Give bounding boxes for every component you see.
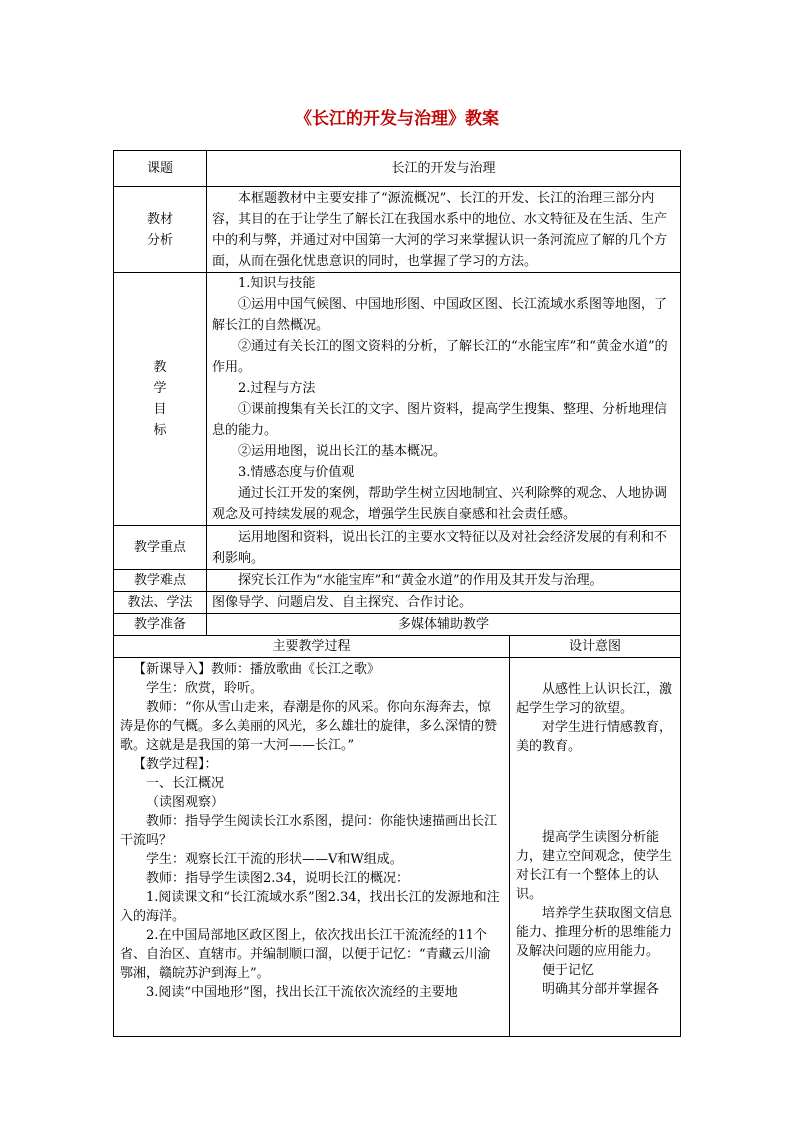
row-process-body xyxy=(114,658,681,1037)
key-points-label: 教学重点 xyxy=(114,526,207,570)
goals-text-cell xyxy=(207,273,681,526)
goals-line: ②通过有关长江的图文资料的分析，了解长江的“水能宝库”和“黄金水道”的作用。 xyxy=(212,339,668,375)
row-methods xyxy=(114,592,681,614)
prep-text: 多媒体辅助教学 xyxy=(207,614,681,636)
goals-label-line-4: 标 xyxy=(153,423,167,438)
analysis-label xyxy=(114,187,207,273)
row-difficulty xyxy=(114,570,681,592)
process-line: 教师：指导学生阅读长江水系图，提问：你能快速描画出长江干流吗？ xyxy=(120,814,498,848)
document-title: 《长江的开发与治理》教案 xyxy=(295,109,499,129)
prep-label: 教学准备 xyxy=(114,614,207,636)
key-points-cell xyxy=(207,526,681,570)
process-header-left: 主要教学过程 xyxy=(114,636,510,657)
process-header-right: 设计意图 xyxy=(568,639,621,654)
methods-text: 图像导学、问题启发、自主探究、合作讨论。 xyxy=(207,592,681,614)
process-line: 教师：指导学生读图2.34，说明长江的概况： xyxy=(146,871,409,886)
process-steps xyxy=(114,658,510,1036)
design-intent xyxy=(510,658,680,1036)
analysis-text-cell xyxy=(207,187,681,273)
row-topic xyxy=(114,151,681,187)
analysis-label-line-2: 分析 xyxy=(146,232,173,248)
process-line: 3.阅读“中国地形”图，找出长江干流依次流经的主要地 xyxy=(146,985,458,1000)
process-line: 学生：欣赏，聆听。 xyxy=(146,681,264,696)
intent-block: 明确其分部并掌握各 xyxy=(542,982,660,997)
goals-line: ①运用中国气候图、中国地形图、中国政区图、长江流域水系图等地图，了解长江的自然概况。 xyxy=(212,297,668,333)
topic-value: 长江的开发与治理 xyxy=(207,151,681,187)
analysis-label-line-1: 教材 xyxy=(146,211,173,227)
analysis-text: 本框题教材中主要安排了“源流概况”、长江的开发、长江的治理三部分内容，其目的在于让学生了解长江在我国水系中的地位、水文特征及在生活、生产中的利与弊，并通过对中国第一大河的学习来掌握认识一条河流应了解的几个方面，从而在强化忧患意识的同时，也掌握了学习的方法。 xyxy=(212,190,668,269)
goals-line: 通过长江开发的案例，帮助学生树立因地制宜、兴利除弊的观念、人地协调观念及可持续发展的观念，增强学生民族自豪感和社会责任感。 xyxy=(212,486,668,522)
difficulty-cell xyxy=(207,570,681,592)
process-line: 1.阅读课文和“长江流域水系”图2.34，找出长江的发源地和注入的海洋。 xyxy=(120,890,500,924)
process-line: 【新课导入】教师：播放歌曲《长江之歌》 xyxy=(133,662,381,677)
difficulty-text: 探究长江作为“水能宝库”和“黄金水道”的作用及其开发与治理。 xyxy=(238,573,603,588)
goals-line: 3.情感态度与价值观 xyxy=(238,465,355,480)
goals-label-line-2: 学 xyxy=(153,381,167,396)
process-line: 学生：观察长江干流的形状——V和W组成。 xyxy=(146,852,403,867)
row-process-header xyxy=(114,636,681,658)
goals-line: 1.知识与技能 xyxy=(238,276,316,291)
process-line: 一、长江概况 xyxy=(146,776,225,791)
intent-block: 培养学生获取图文信息能力、推理分析的思维能力及解决问题的应用能力。 xyxy=(516,906,673,959)
intent-block: 从感性上认识长江，激起学生学习的欲望。 xyxy=(516,682,673,716)
goals-label xyxy=(114,273,207,526)
row-goals xyxy=(114,273,681,526)
process-line: （读图观察） xyxy=(146,795,225,810)
row-prep xyxy=(114,614,681,636)
key-points-text: 运用地图和资料，说出长江的主要水文特征以及对社会经济发展的有利和不利影响。 xyxy=(212,529,668,566)
lesson-plan-table xyxy=(113,150,681,1037)
goals-label-line-1: 教 xyxy=(153,360,167,375)
intent-block: 提高学生读图分析能力，建立空间观念，使学生对长江有一个整体上的认识。 xyxy=(516,830,673,902)
difficulty-label: 教学难点 xyxy=(114,570,207,592)
process-line: 教师：“你从雪山走来，春潮是你的风采。你向东海奔去，惊涛是你的气概。多么美丽的风光，多么雄壮的旋律，多么深情的赞歌。这就是是我国的第一大河——长江。” xyxy=(120,700,498,753)
process-body-cell xyxy=(114,658,681,1037)
intent-block: 便于记忆 xyxy=(542,963,595,978)
goals-label-line-3: 目 xyxy=(153,402,167,417)
process-line: 2.在中国局部地区政区图上，依次找出长江干流流经的11个省、自治区、直辖市。并编制顺口溜，以便于记忆：“青藏云川渝鄂湘，赣皖苏沪到海上”。 xyxy=(120,928,491,981)
intent-block: 对学生进行情感教育，美的教育。 xyxy=(516,720,673,754)
goals-line: ②运用地图，说出长江的基本概况。 xyxy=(238,444,447,459)
row-analysis xyxy=(114,187,681,273)
process-header-cell xyxy=(114,636,681,658)
goals-line: ①课前搜集有关长江的文字、图片资料，提高学生搜集、整理、分析地理信息的能力。 xyxy=(212,402,668,438)
methods-label: 教法、学法 xyxy=(114,592,207,614)
process-line: 【教学过程】： xyxy=(133,757,218,772)
goals-line: 2.过程与方法 xyxy=(238,381,316,396)
topic-label: 课题 xyxy=(114,151,207,187)
row-key-points xyxy=(114,526,681,570)
